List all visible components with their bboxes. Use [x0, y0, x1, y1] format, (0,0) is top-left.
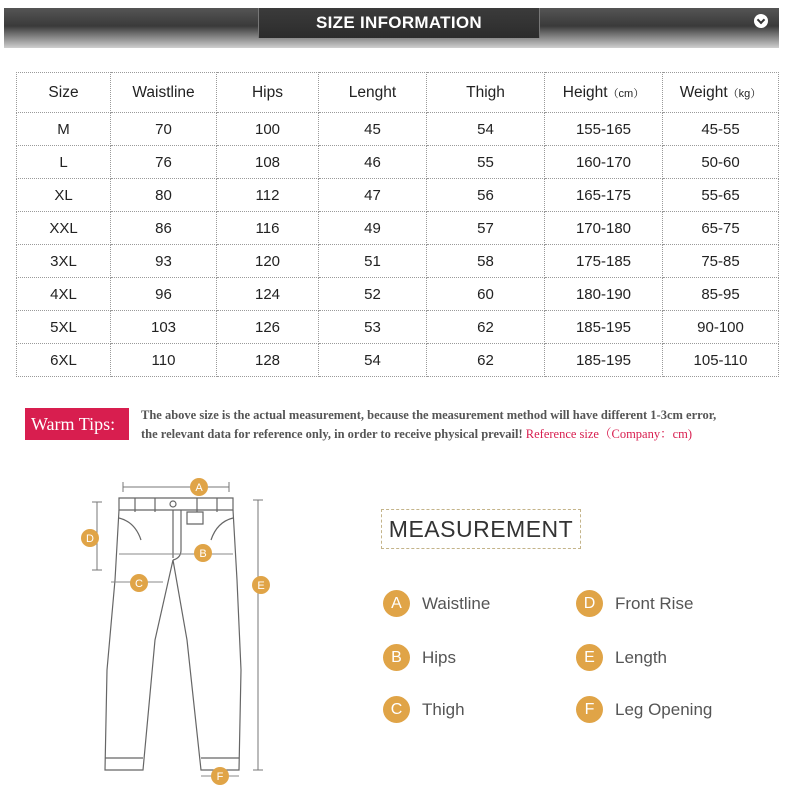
table-cell: 86	[111, 212, 217, 245]
column-header: Height（cm）	[545, 73, 663, 113]
table-row	[17, 179, 779, 212]
tips-line-1: The above size is the actual measurement, because the measurement method will have different 1-3cm error,	[141, 408, 717, 422]
legend-label: Leg Opening	[615, 700, 713, 719]
table-cell: 75-85	[663, 245, 779, 278]
section-header	[4, 8, 779, 48]
pants-outline	[105, 498, 241, 770]
table-cell: 62	[427, 311, 545, 344]
table-cell: 54	[319, 344, 427, 377]
table-cell: 45-55	[663, 113, 779, 146]
marker-c-letter: C	[135, 578, 143, 590]
table-cell: 55-65	[663, 179, 779, 212]
legend-label: Length	[615, 648, 667, 667]
table-cell: 6XL	[17, 344, 111, 377]
table-cell: 175-185	[545, 245, 663, 278]
table-cell: 100	[217, 113, 319, 146]
table-cell: 70	[111, 113, 217, 146]
table-cell: 65-75	[663, 212, 779, 245]
warm-tips-text	[141, 406, 781, 444]
table-cell: 160-170	[545, 146, 663, 179]
table-cell: 85-95	[663, 278, 779, 311]
column-header: Lenght	[319, 73, 427, 113]
table-cell: 49	[319, 212, 427, 245]
table-cell: 103	[111, 311, 217, 344]
table-row	[17, 311, 779, 344]
table-row	[17, 113, 779, 146]
table-cell: 47	[319, 179, 427, 212]
column-header: Weight（kg）	[663, 73, 779, 113]
table-cell: 116	[217, 212, 319, 245]
table-cell: 45	[319, 113, 427, 146]
table-cell: 53	[319, 311, 427, 344]
table-cell: 76	[111, 146, 217, 179]
table-cell: XL	[17, 179, 111, 212]
table-row	[17, 344, 779, 377]
column-header: Waistline	[111, 73, 217, 113]
table-cell: 80	[111, 179, 217, 212]
table-cell: 185-195	[545, 311, 663, 344]
table-cell: 60	[427, 278, 545, 311]
table-cell: XXL	[17, 212, 111, 245]
legend-label: Hips	[422, 648, 457, 667]
reference-size-note: Reference size（Company：cm)	[525, 427, 693, 441]
table-cell: 108	[217, 146, 319, 179]
table-cell: 3XL	[17, 245, 111, 278]
legend-marker: A	[383, 590, 410, 617]
table-cell: 155-165	[545, 113, 663, 146]
table-cell: 170-180	[545, 212, 663, 245]
table-row	[17, 212, 779, 245]
table-cell: 52	[319, 278, 427, 311]
chevron-down-circle-icon[interactable]	[754, 14, 768, 28]
table-cell: 62	[427, 344, 545, 377]
table-cell: 112	[217, 179, 319, 212]
table-cell: 128	[217, 344, 319, 377]
table-cell: 4XL	[17, 278, 111, 311]
column-header: Hips	[217, 73, 319, 113]
table-cell: 93	[111, 245, 217, 278]
table-cell: 120	[217, 245, 319, 278]
marker-a-letter: A	[195, 482, 203, 494]
table-cell: L	[17, 146, 111, 179]
waistline-dimension	[123, 482, 229, 492]
table-cell: 165-175	[545, 179, 663, 212]
column-header: Size	[17, 73, 111, 113]
legend-marker: F	[576, 696, 603, 723]
legend-label: Thigh	[422, 700, 465, 719]
pants-diagram	[75, 470, 275, 786]
measurement-title: MEASUREMENT	[381, 509, 581, 549]
table-header-row	[17, 73, 779, 113]
table-cell: 46	[319, 146, 427, 179]
length-dimension	[253, 500, 263, 770]
table-cell: M	[17, 113, 111, 146]
table-cell: 5XL	[17, 311, 111, 344]
table-row	[17, 146, 779, 179]
legend-marker: B	[383, 644, 410, 671]
table-cell: 110	[111, 344, 217, 377]
table-cell: 96	[111, 278, 217, 311]
table-cell: 126	[217, 311, 319, 344]
size-table	[16, 72, 779, 377]
column-header: Thigh	[427, 73, 545, 113]
marker-d-letter: D	[86, 533, 94, 545]
table-row	[17, 245, 779, 278]
marker-e-letter: E	[257, 580, 265, 592]
legend-label: Front Rise	[615, 594, 694, 613]
legend-marker: D	[576, 590, 603, 617]
table-cell: 185-195	[545, 344, 663, 377]
warm-tips-badge: Warm Tips:	[25, 408, 129, 440]
legend-marker: C	[383, 696, 410, 723]
table-cell: 54	[427, 113, 545, 146]
legend-marker: E	[576, 644, 603, 671]
marker-b-letter: B	[199, 548, 207, 560]
table-cell: 55	[427, 146, 545, 179]
tips-line-2: the relevant data for reference only, in order to receive physical prevail! Reference size（Company：cm)	[141, 427, 693, 441]
section-title: SIZE INFORMATION	[316, 13, 482, 32]
table-cell: 180-190	[545, 278, 663, 311]
marker-f-letter: F	[216, 771, 224, 783]
table-cell: 57	[427, 212, 545, 245]
table-cell: 124	[217, 278, 319, 311]
table-cell: 56	[427, 179, 545, 212]
table-cell: 105-110	[663, 344, 779, 377]
table-cell: 58	[427, 245, 545, 278]
table-row	[17, 278, 779, 311]
table-cell: 50-60	[663, 146, 779, 179]
legend-label: Waistline	[422, 594, 491, 613]
table-cell: 90-100	[663, 311, 779, 344]
table-cell: 51	[319, 245, 427, 278]
title-block	[258, 8, 540, 38]
